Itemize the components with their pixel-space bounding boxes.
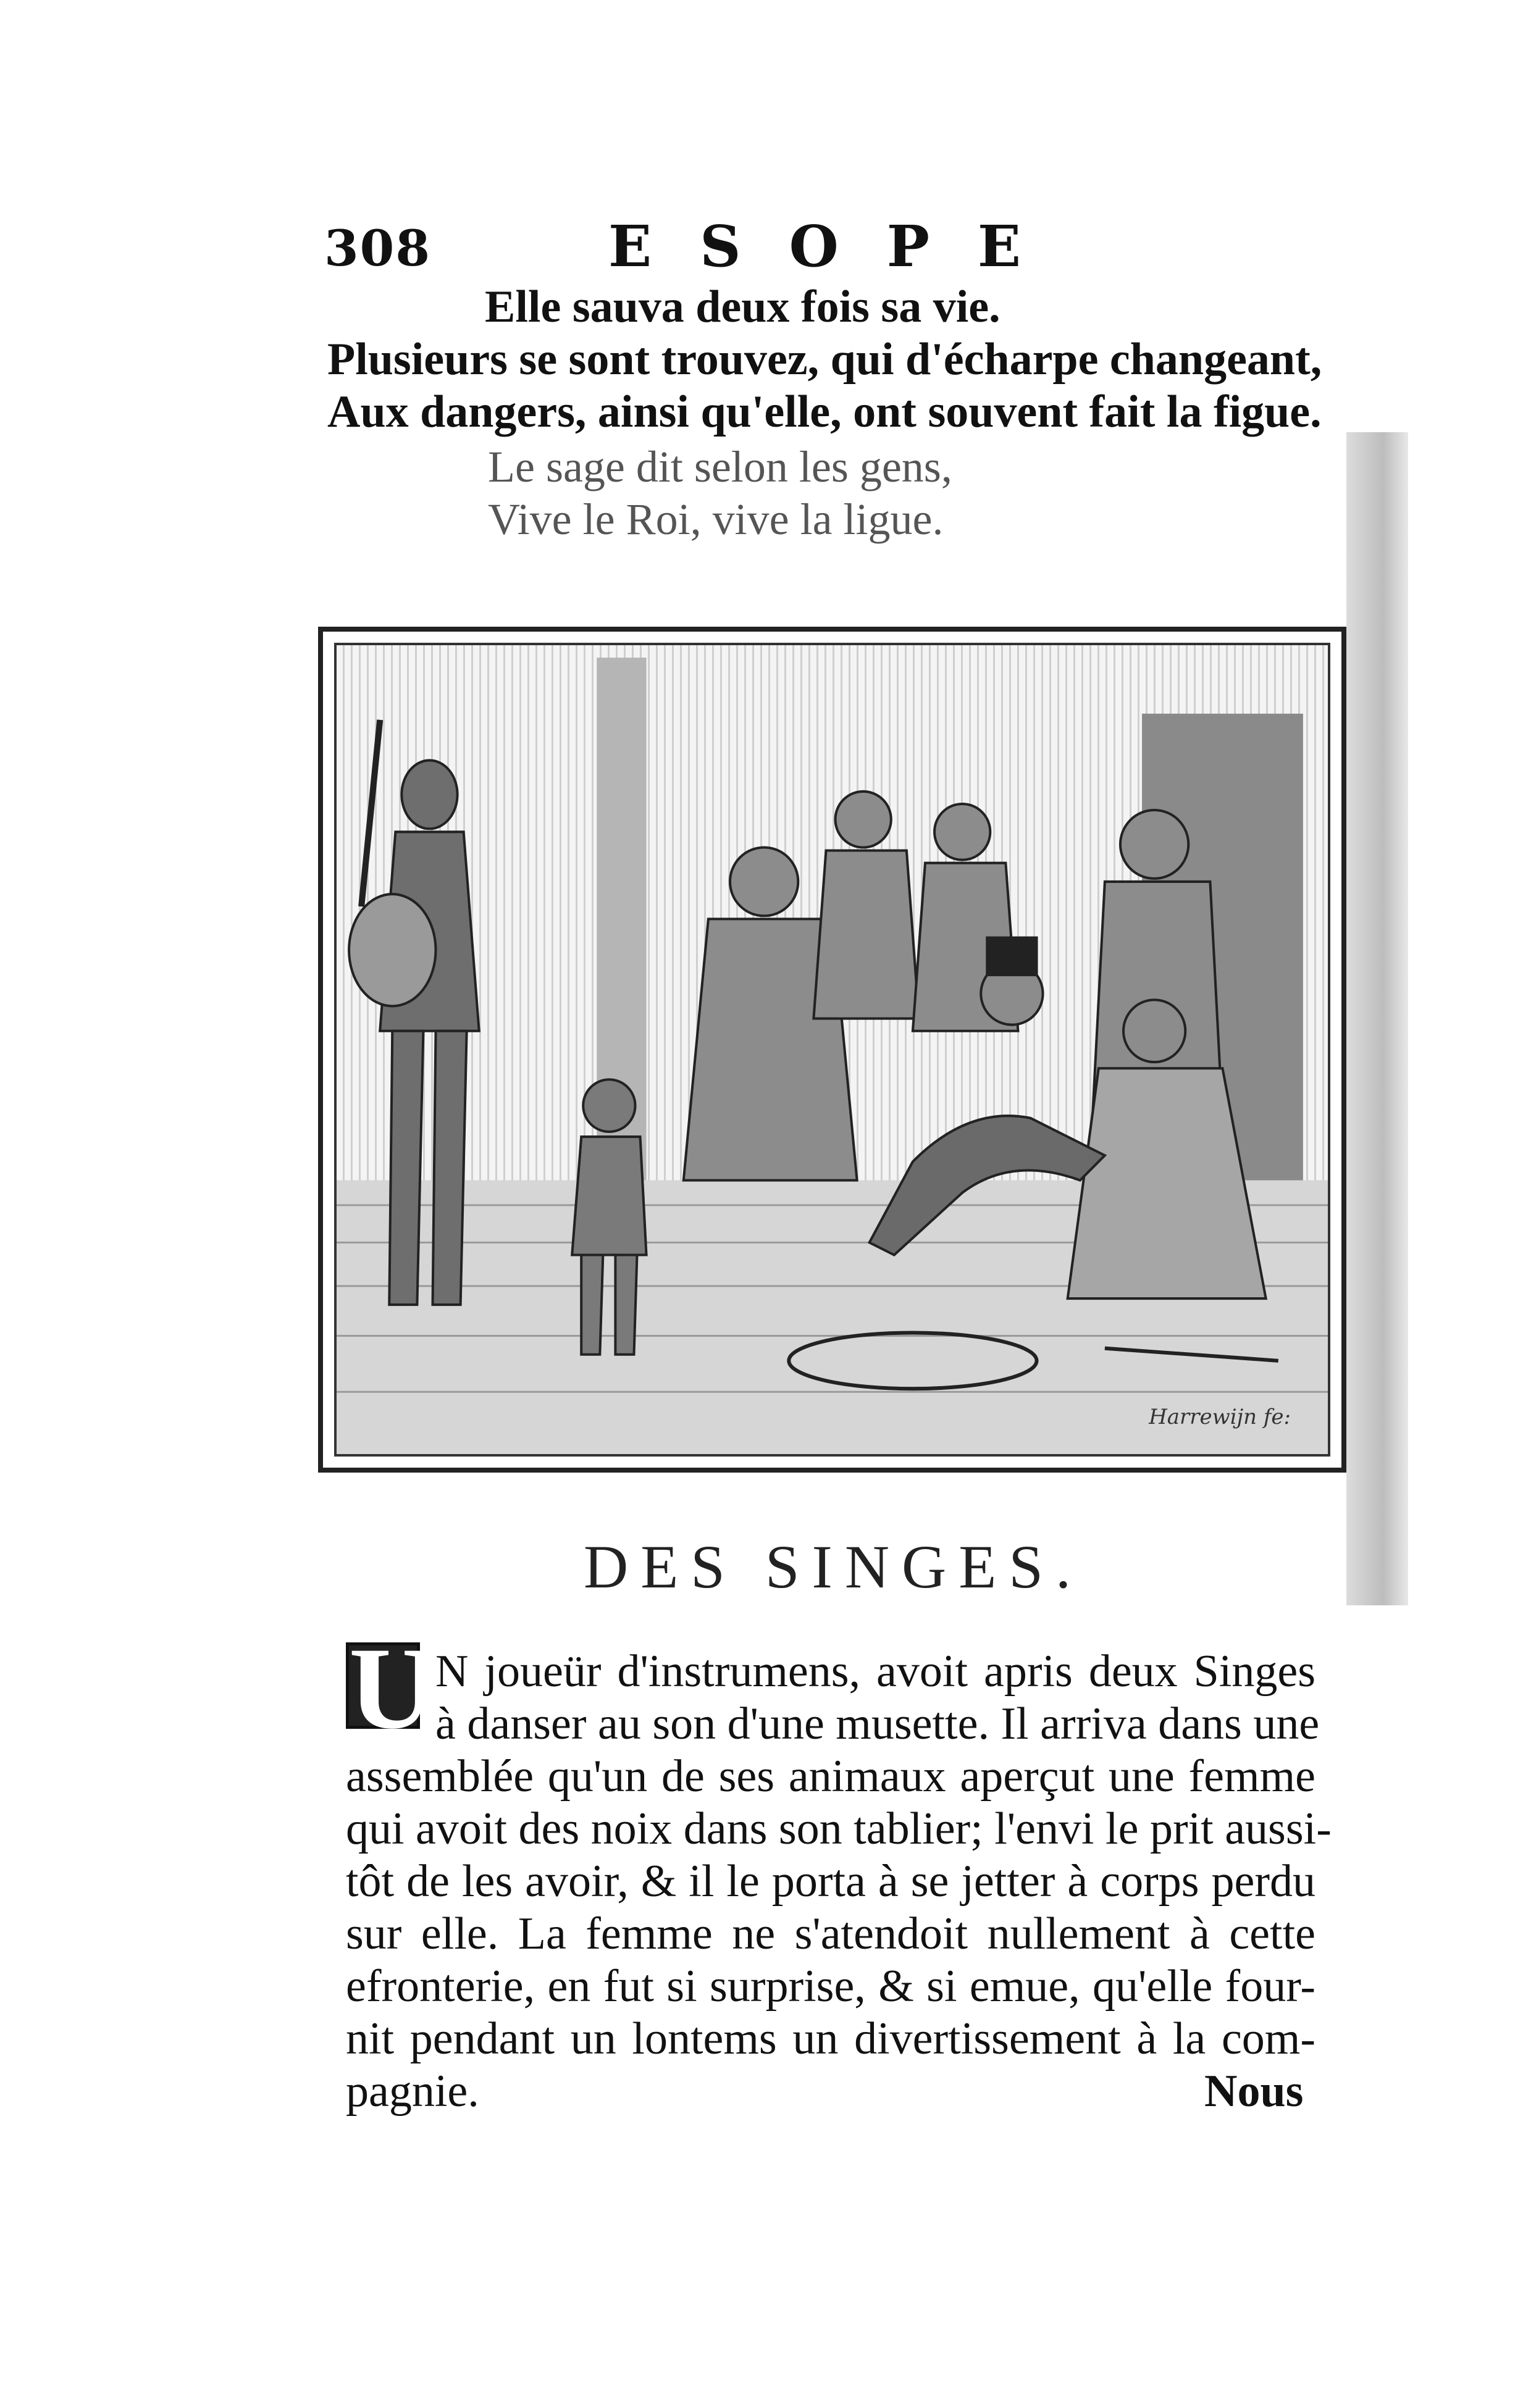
body-line: pagnie. [346,2066,479,2117]
fable-title: DES SINGES. [584,1532,1083,1601]
body-line: assemblée qu'un de ses animaux aperçut une femme [346,1751,1315,1802]
page-shadow [1346,432,1408,1605]
engraving-illustration [318,627,1346,1473]
drop-cap: U [346,1642,420,1729]
verse-line: Vive le Roi, vive la ligue. [488,495,944,544]
engraving-scene [334,643,1330,1457]
page-number: 308 [324,219,431,277]
verse-line: Le sage dit selon les gens, [488,442,952,491]
engraving-drawing [337,645,1328,1454]
engraver-signature: Harrewijn fe: [1149,1405,1291,1429]
body-line: nit pendant un lontems un divertissement à la com- [346,2013,1315,2064]
catchword: Nous [1204,2066,1304,2117]
verse-line: Plusieurs se sont trouvez, qui d'écharpe changeant, [327,334,1322,385]
running-title: ESOPE [608,213,1070,280]
body-line: N joueür d'instrumens, avoit apris deux Singes [435,1646,1315,1697]
body-line: sur elle. La femme ne s'atendoit nullement à cette [346,1908,1315,1959]
body-line: qui avoit des noix dans son tablier; l'envi le prit aussi- [346,1804,1332,1854]
verse-line: Elle sauva deux fois sa vie. [485,282,1001,332]
verse-line: Aux dangers, ainsi qu'elle, ont souvent fait la figue. [327,387,1322,437]
body-line: tôt de les avoir, & il le porta à se jetter à corps perdu [346,1856,1315,1907]
body-line: à danser au son d'une musette. Il arriva dans une [435,1699,1320,1749]
body-line: efronterie, en fut si surprise, & si emue, qu'elle four- [346,1961,1315,2012]
